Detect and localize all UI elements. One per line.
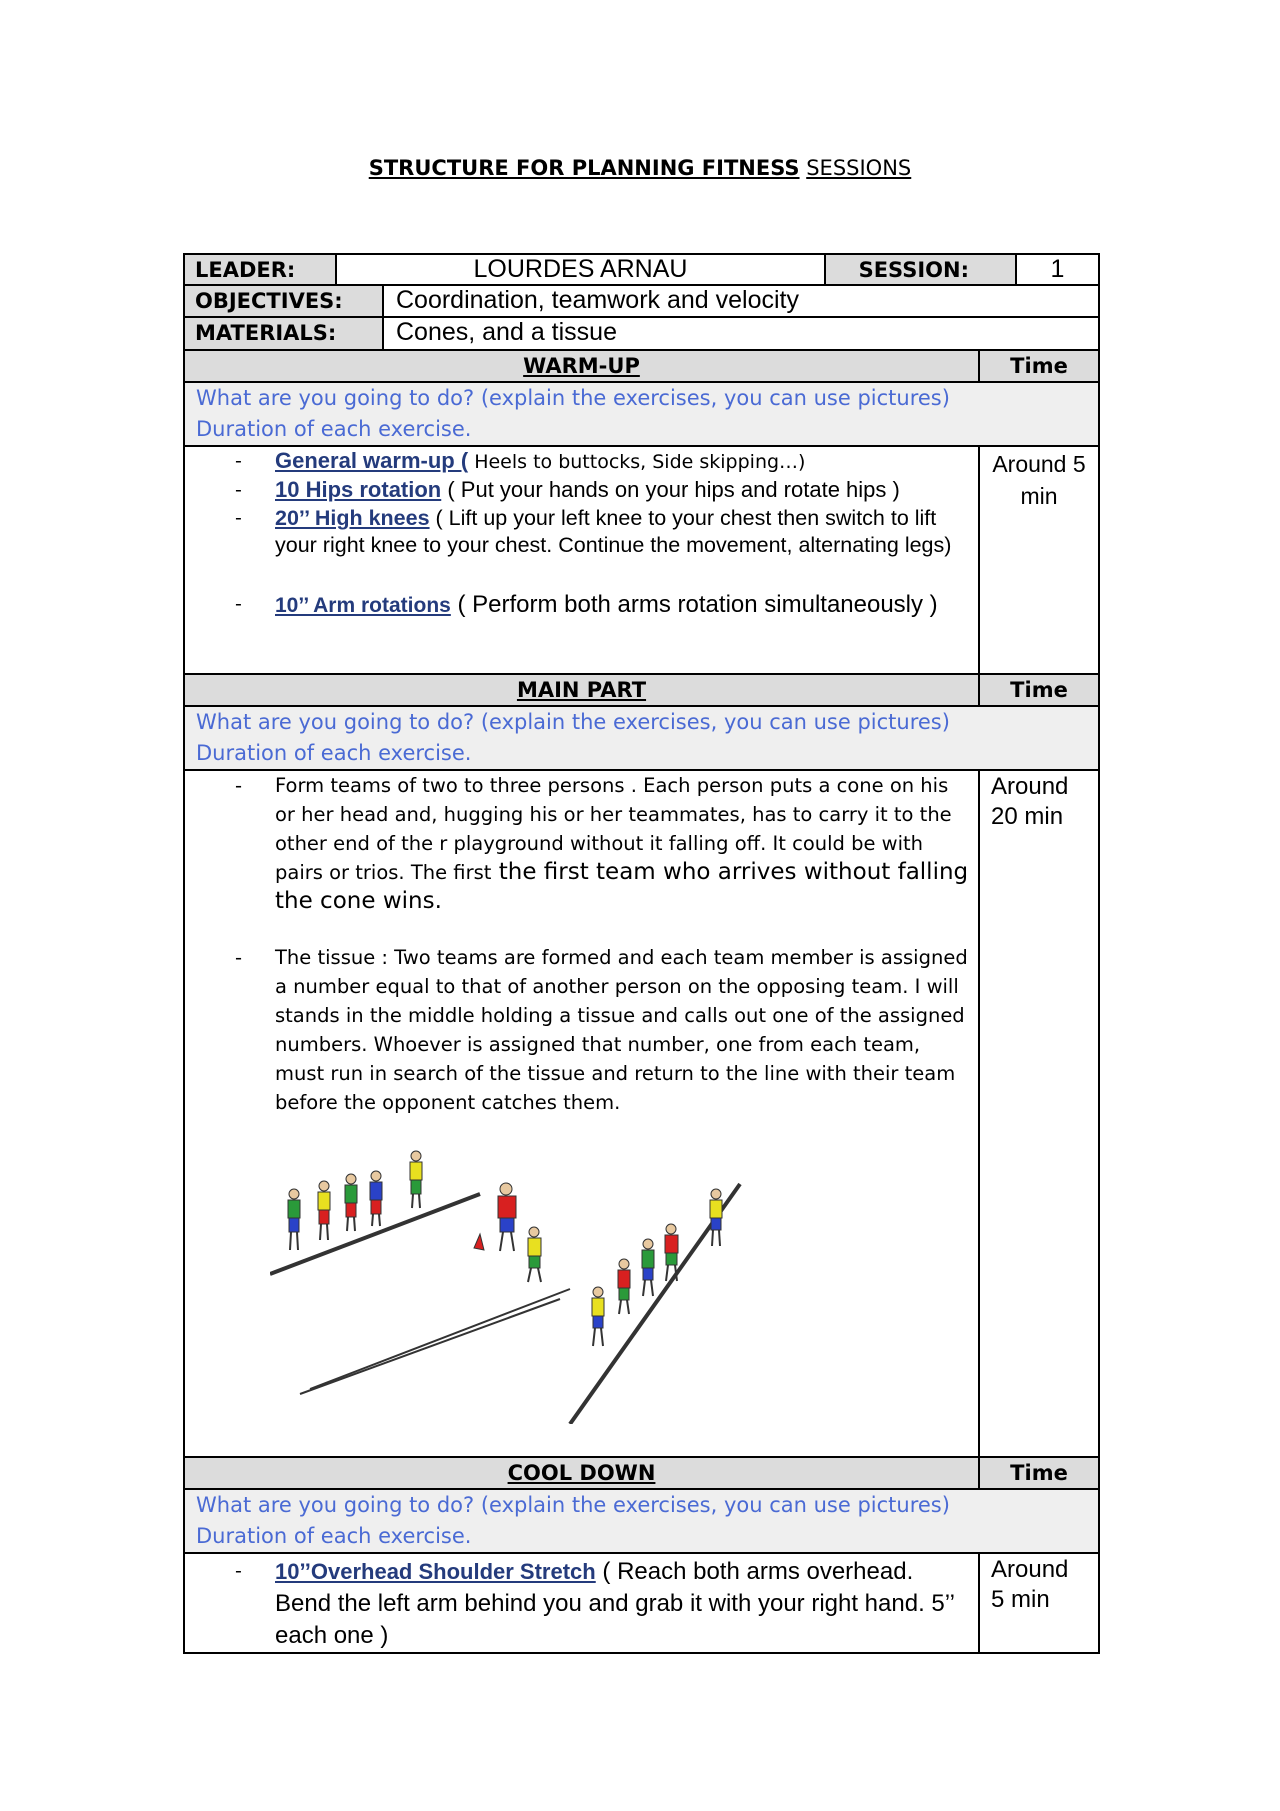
- players-group-left: [288, 1151, 422, 1250]
- session-plan-table: [183, 253, 1100, 1654]
- main-time-label: Time: [980, 675, 1098, 705]
- exercise-illustration: [270, 1144, 745, 1424]
- exercise-cone-carry: Form teams of two to three persons . Each person puts a cone on his or her head and, hugging his or her teammates, has to carry it to the other end of the r playground without it falling off. It could be with pairs or trios. The first: [275, 774, 952, 884]
- main-header: [183, 675, 1100, 707]
- cooldown-heading: COOL DOWN: [185, 1458, 980, 1488]
- materials-value: Cones, and a tissue: [396, 318, 617, 346]
- exercise-name: 10 Hips rotation: [275, 477, 442, 502]
- warmup-heading: WARM-UP: [185, 351, 980, 381]
- warmup-exercises: - General warm-up ( Heels to buttocks, Side skipping…) - 10 Hips rotation ( Put your hands on your hips and rotate hips ) - 20’’ High knees ( Lift up your left knee to your chest then switch to lift your right knee to your chest. Continue the movement, alternating legs) - 10’’ Arm rotations ( Perform both arms rotation simultaneously ): [185, 447, 980, 673]
- main-exercises: - Form teams of two to three persons . Each person puts a cone on his or her head and, hugging his or her teammates, has to carry it to the other end of the r playground without it falling off. It could be with pairs or trios. The first the first team who arrives without falling the cone wins. - The tissue : Two teams are formed and each team member is assigned a number equal to that of another person on the opposing team. I will stands in the middle holding a tissue and calls out one of the assigned numbers. Whoever is assigned that number, one from each team, must run in search of the tissue and return to the line with their team before the opponent catches them.: [185, 771, 980, 1456]
- cooldown-time-label: Time: [980, 1458, 1098, 1488]
- leader-value: LOURDES ARNAU: [337, 255, 826, 284]
- players-center: [474, 1183, 541, 1282]
- exercise-name: 20’’ High knees: [275, 506, 430, 530]
- main-prompt: [183, 707, 1100, 771]
- cooldown-time: Around 5 min: [991, 1556, 1069, 1613]
- exercise-name: 10’’Overhead Shoulder Stretch: [275, 1559, 596, 1584]
- exercise-name: 10’’ Arm rotations: [275, 594, 451, 617]
- warmup-time: Around 5 min: [992, 451, 1086, 509]
- warmup-prompt-text: What are you going to do? (explain the exercises, you can use pictures) Duration of each exercise.: [196, 386, 950, 441]
- title-bold: STRUCTURE FOR PLANNING FITNESS: [368, 156, 800, 180]
- warmup-time-label: Time: [980, 351, 1098, 381]
- exercise-name: General warm-up (: [275, 448, 469, 473]
- objectives-value: Coordination, teamwork and velocity: [396, 286, 799, 314]
- warmup-prompt: [183, 383, 1100, 447]
- objectives-row: [183, 286, 1100, 318]
- warmup-content: [183, 447, 1100, 675]
- cooldown-header: [183, 1458, 1100, 1490]
- session-label: SESSION:: [826, 255, 1017, 284]
- exercise-tissue: The tissue : Two teams are formed and each team member is assigned a number equal to that of another person on the opposing team. I will stands in the middle holding a tissue and calls out one of the assigned numbers. Whoever is assigned that number, one from each team, must run in search of the tissue and return to the line with their team before the opponent catches them.: [275, 946, 968, 1114]
- cooldown-exercises: - 10’’Overhead Shoulder Stretch ( Reach both arms overhead. Bend the left arm behind you and grab it with your right hand. 5’’ each one ): [185, 1554, 980, 1652]
- page-title: [0, 156, 1280, 180]
- players-group-right: [592, 1189, 722, 1346]
- leader-label: LEADER:: [185, 255, 337, 284]
- main-content: [183, 771, 1100, 1458]
- leader-row: [183, 253, 1100, 286]
- materials-label: MATERIALS:: [185, 318, 384, 349]
- title-regular: SESSIONS: [806, 156, 912, 180]
- main-time: Around 20 min: [991, 773, 1069, 830]
- main-prompt-text: What are you going to do? (explain the exercises, you can use pictures) Duration of each exercise.: [196, 710, 950, 765]
- cooldown-content: [183, 1554, 1100, 1654]
- materials-row: [183, 318, 1100, 351]
- objectives-label: OBJECTIVES:: [185, 286, 384, 316]
- main-heading: MAIN PART: [185, 675, 980, 705]
- session-value: 1: [1050, 255, 1065, 283]
- cooldown-prompt: [183, 1490, 1100, 1554]
- warmup-header: [183, 351, 1100, 383]
- cooldown-prompt-text: What are you going to do? (explain the exercises, you can use pictures) Duration of each exercise.: [196, 1493, 950, 1548]
